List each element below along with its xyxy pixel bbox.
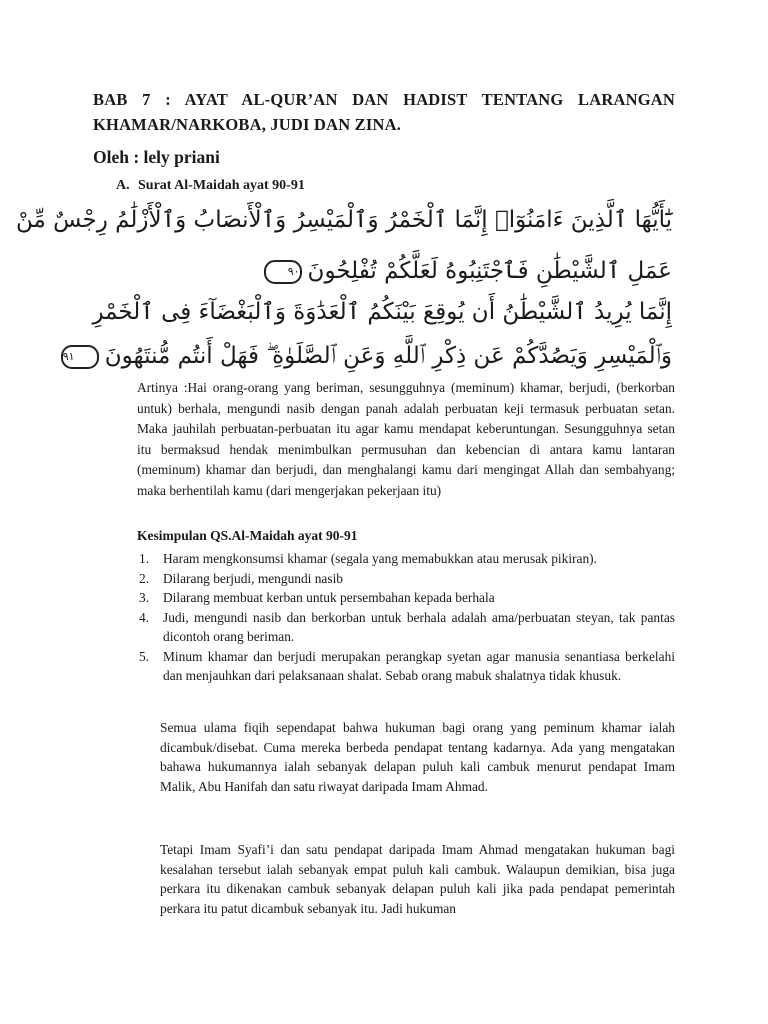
conclusion-heading: Kesimpulan QS.Al-Maidah ayat 90-91 — [137, 528, 358, 543]
conclusion-list — [137, 549, 675, 686]
arabic-verse-line-3: إِنَّمَا يُرِيدُ ٱلشَّيْطَٰنُ أَن يُوقِعَ بَيْنَكُمُ ٱلْعَدَٰوَةَ وَٱلْبَغْضَآءَ فِى ٱلْخَمْرِ — [92, 299, 672, 325]
section-marker: A. — [116, 178, 130, 193]
list-item-text: Haram mengkonsumsi khamar (segala yang memabukkan atau merusak pikiran). — [163, 551, 597, 566]
list-item-number: 5. — [139, 648, 150, 664]
paragraph-punishment-2: Tetapi Imam Syafi’i dan satu pendapat daripada Imam Ahmad mengatakan hukuman bagi kesalahan tersebut ialah sebanyak empat puluh kali cambuk. Walaupun demikian, bisa juga perkara itu dikenakan cambuk sebanyak delapan puluh kali jika pada pendapat pemerintah perkara itu patut dicambuk sebanyak itu. Jadi hukuman — [160, 842, 675, 916]
list-item-text: Dilarang membuat kerban untuk persembahan kepada berhala — [163, 590, 495, 605]
arabic-verse-text: وَٱلْمَيْسِرِ وَيَصُدَّكُمْ عَن ذِكْرِ ٱللَّهِ وَعَنِ ٱلصَّلَوٰةِ ۖ فَهَلْ أَنتُم مُّنتَهُونَ — [104, 343, 672, 369]
list-item-text: Minum khamar dan berjudi merupakan perangkap syetan agar manusia senantiasa berkelahi dan menjauhkan dari pelaksanaan shalat. Sebab orang mabuk shalatnya tidak khusuk. — [163, 648, 675, 683]
chapter-title: BAB 7 : AYAT AL-QUR’AN DAN HADIST TENTANG LARANGAN KHAMAR/NARKOBA, JUDI DAN ZINA. — [93, 90, 675, 134]
list-item — [137, 647, 675, 686]
section-title: Surat Al-Maidah ayat 90-91 — [138, 178, 305, 193]
ayah-number-marker: ٩١ — [61, 345, 99, 369]
list-item-number: 4. — [139, 609, 150, 625]
translation-paragraph: Artinya :Hai orang-orang yang beriman, sesungguhnya (meminum) khamar, berjudi, (berkorban untuk) berhala, mengundi nasib dengan panah adalah perbuatan keji termasuk perbuatan setan. Maka jauhilah perbuatan-perbuatan itu agar kamu mendapat keberuntungan. Sesungguhnya setan itu bermaksud hendak menimbulkan permusuhan dan kebencian di antara kamu lantaran (meminum) khamar dan berjudi, dan menghalangi kamu dari mengingat Allah dan sembahyang; maka berhentilah kamu (dari mengerjakan pekerjaan itu) — [137, 380, 675, 498]
list-item-text: Dilarang berjudi, mengundi nasib — [163, 570, 343, 586]
list-item-text: Judi, mengundi nasib dan berkorban untuk berhala adalah ama/perbuatan steyan, tak pantas dicontoh orang beriman. — [163, 609, 675, 644]
list-item — [137, 588, 675, 608]
paragraph-punishment-1: Semua ulama fiqih sependapat bahwa hukuman bagi orang yang peminum khamar ialah dicambuk/disebat. Cuma mereka berbeda pendapat tentang kadarnya. Ada yang mengatakan bahawa hukumannya ialah sebanyak delapan puluh kali cambuk menurut pendapat Imam Malik, Abu Hanifah dan satu riwayat daripada Imam Ahmad. — [160, 720, 675, 794]
author-line: Oleh : lely priani — [93, 147, 220, 167]
list-item — [137, 608, 675, 647]
list-item-number: 2. — [139, 570, 150, 586]
arabic-verse-line-4 — [62, 332, 672, 380]
arabic-verse-line-1: يَٰٓأَيُّهَا ٱلَّذِينَ ءَامَنُوٓا۟ إِنَّمَا ٱلْخَمْرُ وَٱلْمَيْسِرُ وَٱلْأَنصَابُ وَٱلْأَزْلَٰمُ رِجْسٌ مِّنْ — [16, 207, 672, 233]
arabic-verse-text: عَمَلِ ٱلشَّيْطَٰنِ فَٱجْتَنِبُوهُ لَعَلَّكُمْ تُفْلِحُونَ — [307, 258, 672, 284]
section-heading — [116, 178, 305, 194]
list-item — [137, 549, 675, 569]
list-item — [137, 569, 675, 589]
list-item-number: 1. — [139, 551, 150, 566]
ayah-number-marker: ٩٠ — [264, 260, 302, 284]
list-item-number: 3. — [139, 590, 150, 605]
